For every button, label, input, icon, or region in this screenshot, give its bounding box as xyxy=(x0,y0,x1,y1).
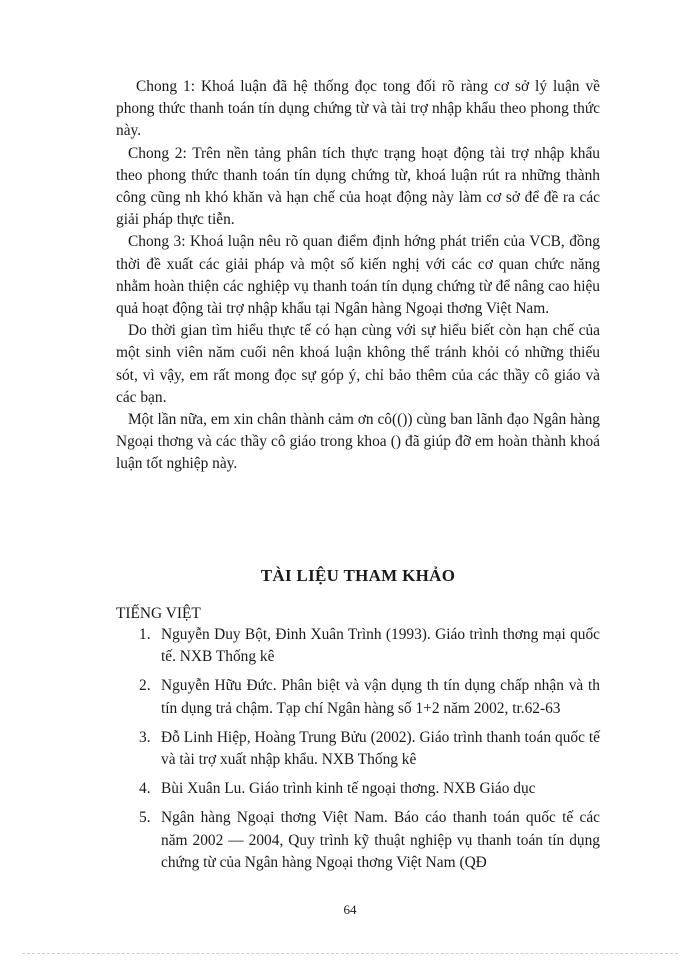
reference-item xyxy=(116,807,600,874)
reference-text: Nguyễn Hữu Đức. Phân biệt và vận dụng th tín dụng chấp nhận và th tín dụng trả chậm. Tạp chí Ngân hàng số 1+2 năm 2002, tr.62-63 xyxy=(161,677,600,717)
paragraph-chapter-3: Chong 3: Khoá luận nêu rõ quan điểm định hớng phát triển của VCB, đồng thời đề xuất các giải pháp và một số kiến nghị với các cơ quan chức năng nhằm hoàn thiện các nghiệp vụ thanh toán tín dụng chứng từ để nâng cao hiệu quả hoạt động tài trợ nhập khẩu tại Ngân hàng Ngoại thơng Việt Nam. xyxy=(116,233,600,318)
reference-text: Nguyễn Duy Bột, Đinh Xuân Trình (1993). Giáo trình thơng mại quốc tế. NXB Thống kê xyxy=(161,626,600,666)
reference-item xyxy=(116,675,600,719)
reference-text: Đỗ Linh Hiệp, Hoàng Trung Bửu (2002). Giáo trình thanh toán quốc tế và tài trợ xuất nhập khẩu. NXB Thống kê xyxy=(161,728,600,769)
references-title: TÀI LIỆU THAM KHẢO xyxy=(260,566,456,585)
paragraph-chapter-1: Chong 1: Khoá luận đã hệ thống đọc tong đối rõ ràng cơ sở lý luận về phong thức thanh toán tín dụng chứng từ và tài trợ nhập khẩu theo phong thức này. xyxy=(116,78,600,140)
reference-number: 5. xyxy=(139,809,151,827)
reference-text: Bùi Xuân Lu. Giáo trình kinh tế ngoại thơng. NXB Giáo dục xyxy=(161,780,536,798)
paragraph-limitations: Do thời gian tìm hiểu thực tế có hạn cùng với sự hiểu biết còn hạn chế của một sinh viên năm cuối nên khoá luận không thể tránh khỏi có những thiếu sót, vì vậy, em rất mong đọc sự góp ý, chỉ bảo thêm của các thầy cô giáo và các bạn. xyxy=(116,322,600,406)
paragraph-acknowledgement: Một lần nữa, em xin chân thành cảm ơn cô(()) cùng ban lãnh đạo Ngân hàng Ngoại thơng và các thầy cô giáo trong khoa () đã giúp đỡ em hoàn thành khoá luận tốt nghiệp này. xyxy=(116,411,600,473)
conclusion-body xyxy=(116,76,600,476)
reference-text: Ngân hàng Ngoại thơng Việt Nam. Báo cáo thanh toán quốc tế các năm 2002 — 2004, Quy trình kỹ thuật nghiệp vụ thanh toán tín dụng chứng từ của Ngân hàng Ngoại thơng Việt Nam (QĐ xyxy=(161,809,600,871)
reference-number: 4. xyxy=(139,780,151,798)
reference-number: 1. xyxy=(139,626,151,643)
reference-item xyxy=(116,727,600,771)
reference-item xyxy=(116,778,600,800)
page-number: 64 xyxy=(343,902,357,917)
paragraph-chapter-2: Chong 2: Trên nền tảng phân tích thực trạng hoạt động tài trợ nhập khẩu theo phong thức thanh toán tín dụng chứng từ, khoá luận rút ra những thành công cũng nh khó khăn và hạn chế của hoạt động này làm cơ sở để đề ra các giải pháp thực tiễn. xyxy=(116,144,600,229)
page-bottom-divider xyxy=(22,953,678,954)
reference-list xyxy=(116,624,600,881)
reference-number: 3. xyxy=(139,728,151,746)
reference-item xyxy=(116,624,600,668)
reference-number: 2. xyxy=(139,677,151,695)
references-subheading: TIẾNG VIỆT xyxy=(116,605,201,622)
